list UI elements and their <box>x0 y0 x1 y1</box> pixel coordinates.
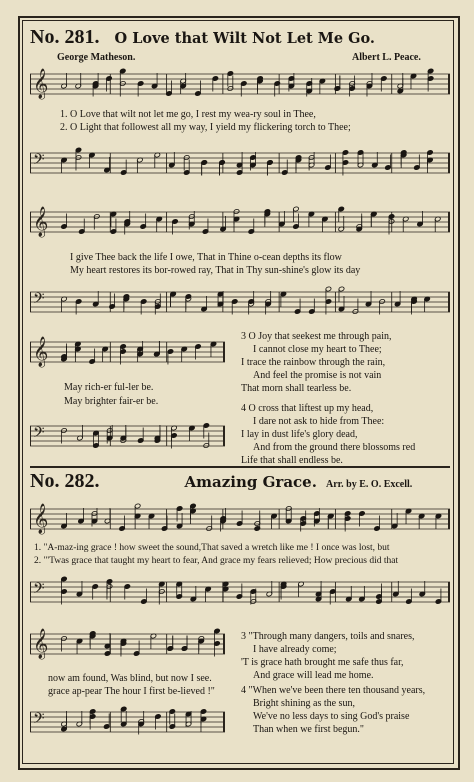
verse-line: 4 O cross that liftest up my head, <box>241 403 374 414</box>
staff-treble-281-3 <box>30 332 225 372</box>
staff-treble-281-1 <box>30 64 450 104</box>
staff-treble-282-2 <box>30 622 225 666</box>
verse-line: I cannot close my heart to Thee; <box>253 344 382 355</box>
staff-treble-281-2 <box>30 198 450 246</box>
verse-line: I dare not ask to hide from Thee: <box>253 416 385 427</box>
svg-text:𝄞: 𝄞 <box>33 504 49 534</box>
verse-line: 3 "Through many dangers, toils and snares, <box>241 631 415 642</box>
hymn-number: No. 281. <box>30 26 100 48</box>
svg-text:𝄢: 𝄢 <box>33 424 45 445</box>
verse-3 <box>241 630 415 682</box>
hymn-title: O Love that Wilt Not Let Me Go. <box>114 30 375 47</box>
svg-text:𝄢: 𝄢 <box>33 151 45 172</box>
hymn-number: No. 282. <box>30 470 100 492</box>
svg-text:𝄢: 𝄢 <box>33 290 45 311</box>
lyric-line: now am found, Was blind, but now I see. <box>48 673 212 684</box>
verse-line: I lay in dust life's glory dead, <box>241 429 358 440</box>
verse-4 <box>241 684 425 736</box>
staff-bass-281-3 <box>30 414 225 458</box>
composer: Albert L. Peace. <box>352 52 421 63</box>
verse-line: I have already come; <box>253 644 337 655</box>
hymn-282-header <box>30 470 317 493</box>
hymn-281-header <box>30 26 375 49</box>
svg-text:𝄞: 𝄞 <box>33 629 49 659</box>
svg-text:𝄢: 𝄢 <box>33 580 45 601</box>
verse-line: That morn shall tearless be. <box>241 383 352 394</box>
hymn-title: Amazing Grace. <box>184 473 317 491</box>
verse-line: 'T is grace hath brought me safe thus far, <box>241 657 404 668</box>
verse-3 <box>241 330 392 395</box>
lyric-line: 1. "A-maz-ing grace ! how sweet the sound,That saved a wretch like me ! I once was lost, but <box>34 543 390 553</box>
staff-bass-281-1 <box>30 140 450 186</box>
staff-bass-282-1 <box>30 570 450 614</box>
verse-4 <box>241 402 415 467</box>
verse-line: And feel the promise is not vain <box>253 370 382 381</box>
lyric-line: May rich-er ful-ler be. <box>64 382 154 393</box>
svg-text:𝄞: 𝄞 <box>33 337 49 367</box>
verse-line: I trace the rainbow through the rain, <box>241 357 386 368</box>
verse-line: And from the ground there blossoms red <box>253 442 416 453</box>
verse-line: Than when we first begun." <box>253 724 364 735</box>
lyric-line: 2. O Light that followest all my way, I yield my flickering torch to Thee; <box>60 122 351 133</box>
verse-line: We've no less days to sing God's praise <box>253 711 410 722</box>
staff-bass-281-2 <box>30 280 450 324</box>
lyric-line: May brighter fair-er be. <box>64 396 159 407</box>
verse-line: And grace will lead me home. <box>253 670 374 681</box>
divider <box>30 466 450 468</box>
lyric-line: I give Thee back the life I owe, That in Thine o-cean depths its flow <box>70 252 342 263</box>
staff-treble-282-1 <box>30 496 450 542</box>
svg-text:𝄢: 𝄢 <box>33 710 45 731</box>
lyric-line: grace ap-pear The hour I first be-lieved !" <box>48 686 215 697</box>
lyric-line: 1. O Love that wilt not let me go, I rest my wea-ry soul in Thee, <box>60 109 316 120</box>
verse-line: 4 "When we've been there ten thousand years, <box>241 685 426 696</box>
svg-text:𝄞: 𝄞 <box>33 207 49 237</box>
svg-text:𝄞: 𝄞 <box>33 69 49 99</box>
lyric-line: 2. "'Twas grace that taught my heart to fear, And grace my fears relieved; How precious did that <box>34 556 399 566</box>
lyric-line: My heart restores its bor-rowed ray, That in Thy sun-shine's glow its day <box>70 265 361 276</box>
author: George Matheson. <box>57 52 136 63</box>
staff-bass-282-2 <box>30 700 225 744</box>
arranger: Arr. by E. O. Excell. <box>326 479 413 490</box>
verse-line: 3 O Joy that seekest me through pain, <box>241 331 392 342</box>
verse-line: Life that shall endless be. <box>241 455 343 466</box>
verse-line: Bright shining as the sun, <box>253 698 355 709</box>
